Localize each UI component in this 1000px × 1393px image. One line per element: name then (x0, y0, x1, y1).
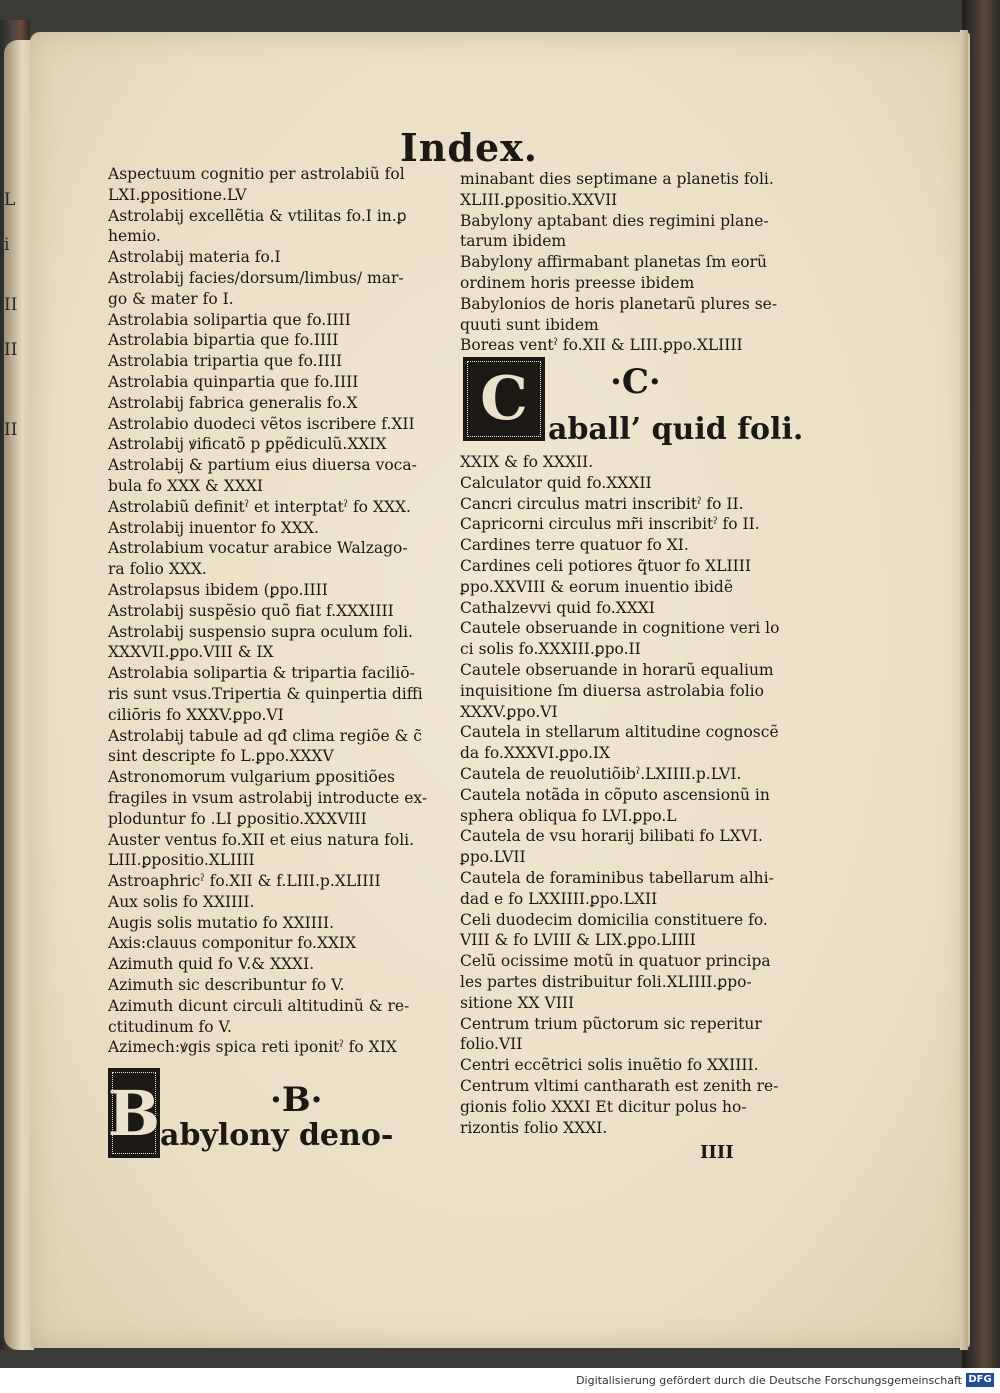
index-entry-line: Cautele obseruande in horarũ equalium (460, 660, 774, 679)
index-entry-line: minabant dies septimane a planetis foli. (460, 170, 774, 188)
index-entry-line: Capricorni circulus mr̃i inscribitˀ fo II. (460, 515, 760, 534)
index-entry-line: Babylony affirmabant planetas ſm eorũ (460, 253, 768, 272)
index-entry-line: ra folio XXX. (108, 560, 207, 579)
index-entry-line: Augis solis mutatio fo XXIIII. (108, 913, 335, 932)
index-entry-line: Astrolabia solipartia que fo.IIII (108, 310, 351, 329)
index-entry-line: rizontis folio XXXI. (460, 1118, 608, 1137)
index-entry-line: sint descripte fo L.ꝑpo.XXXV (108, 747, 334, 766)
index-entry-line: Azimuth sic describuntur fo V. (108, 976, 345, 995)
index-entry-line: ꝑpo.LVII (460, 848, 526, 867)
index-entry-line: Cardines celi potiores q̃tuor fo XLIIII (460, 556, 751, 575)
index-entry-line: Cathalzevvi quid fo.XXXI (460, 598, 655, 617)
index-entry-line: Cardines terre quatuor fo XI. (460, 536, 689, 555)
index-entry-line: Aspectuum cognitio per astrolabiũ fol (108, 165, 405, 183)
index-entry-line: Celi duodecim domicilia constituere fo. (460, 910, 768, 929)
index-entry-line: quuti sunt ibidem (460, 315, 599, 334)
index-entry-line: Astrolabij suspẽsio quõ fiat f.XXXIIII (108, 601, 394, 620)
index-entry-line: inquisitione ſm diuersa astrolabia folio (460, 681, 764, 700)
index-entry-line: Axis:clauus componitur fo.XXIX (108, 934, 357, 953)
index-entry-line: LIII.ꝑpositio.XLIIII (108, 851, 255, 870)
index-entry-line: bula fo XXX & XXXI (108, 476, 264, 495)
margin-glyph: L (4, 190, 16, 210)
margin-glyph: II (4, 295, 18, 315)
index-entry-line: les partes distribuitur foli.XLIIII.ꝑpo- (460, 972, 752, 991)
margin-glyph: II (4, 340, 18, 360)
index-entry-line: Cautela notãda in cõputo ascensionũ in (460, 785, 770, 804)
index-entry-line: dad e fo LXXIIII.ꝑpo.LXII (460, 889, 658, 908)
index-entry-line: Astrolabia quinpartia que fo.IIII (108, 372, 359, 391)
page-number: IIII (700, 1142, 734, 1163)
index-entry-line: Astrolabium vocatur arabice Walzago- (108, 539, 408, 558)
index-entry-line: tarum ibidem (460, 232, 567, 251)
index-entry-line: Astrolabio duodeci vẽtos iscribere f.XII (108, 414, 415, 433)
index-entry-line: hemio. (108, 227, 161, 246)
index-entry-line: Babylony aptabant dies regimini plane- (460, 211, 769, 230)
index-entry-line: Azimuth quid fo V.& XXXI. (108, 955, 315, 974)
index-entry-line: Centrum trium pũctorum sic reperitur (460, 1014, 762, 1033)
index-entry-line: XXXV.ꝑpo.VI (460, 702, 558, 721)
footer-bar (0, 1368, 1000, 1393)
index-entry-line: Azimech:ꝟgis spica reti iponitˀ fo XIX (108, 1038, 397, 1057)
index-entry-line: sphera obliqua fo LVI.ꝑpo.L (460, 806, 677, 825)
index-entry-line: Calculator quid fo.XXXII (460, 473, 652, 492)
index-entry-line: ci solis fo.XXXIII.ꝑpo.II (460, 640, 641, 659)
index-entry-line: sitione XX VIII (460, 993, 575, 1012)
index-entry-line: folio.VII (460, 1035, 523, 1054)
index-entry-line: ctitudinum fo V. (108, 1017, 232, 1036)
section-letter-b: ·B· (270, 1080, 323, 1120)
index-entry-line: Astrolabij materia fo.I (108, 248, 281, 267)
index-entry-line: LXI.ꝑpositione.LV (108, 185, 247, 204)
index-entry-line: Astrolabia solipartia & tripartia faciliō- (108, 664, 415, 683)
index-entry-line: Cautela in stellarum altitudine cognoscẽ (460, 723, 779, 742)
index-entry-line: VIII & fo LVIII & LIX.ꝑpo.LIIII (460, 931, 696, 950)
index-entry-line: ploduntur fo .LI ꝑpositio.XXXVIII (108, 809, 367, 828)
index-entry-line: Centri eccẽtrici solis inuẽtio fo XXIIII. (460, 1056, 759, 1075)
page-stack-edge (960, 30, 968, 1350)
index-column-left (108, 164, 438, 1058)
index-entry-line: XXXVII.ꝑpo.VIII & IX (108, 643, 274, 662)
index-entry-line: Astrolabia bipartia que fo.IIII (108, 331, 339, 350)
index-entry-line: Cautela de reuolutiõibˀ.LXIIII.p.LVI. (460, 764, 742, 783)
index-entry-line: XLIII.ꝑpositio.XXVII (460, 190, 618, 209)
index-entry-line: Astrolabij ꝟificatõ p ꝑpẽdiculũ.XXIX (108, 435, 387, 454)
index-entry-line: Astronomorum vulgarium ꝑpositiões (108, 768, 395, 787)
section-letter-c: ·C· (610, 362, 661, 402)
index-entry-line: Cautele obseruande in cognitione veri lo (460, 619, 780, 638)
index-column-right-bottom (460, 452, 790, 1138)
index-entry-line: Astrolabij tabule ad qđ clima regiõe & c̃ (108, 726, 422, 745)
dropcap-b: B (108, 1068, 160, 1158)
index-entry-line: ris sunt vsus.Tripertia & quinpertia diffi (108, 684, 423, 703)
dropcap-c: C (463, 357, 545, 441)
index-entry-line: Astrolapsus ibidem (ꝑpo.IIII (108, 580, 328, 599)
index-entry-line: Boreas ventˀ fo.XII & LIII.ꝑpo.XLIIII (460, 336, 743, 355)
margin-glyph: i (4, 235, 10, 255)
index-entry-line: Astrolabij inuentor fo XXX. (108, 518, 319, 537)
index-entry-line: Auster ventus fo.XII et eius natura foli. (108, 830, 415, 849)
index-entry-line: Astroaphricˀ fo.XII & f.LIII.p.XLIIII (108, 872, 381, 891)
index-entry-line: ciliōris fo XXXV.ꝑpo.VI (108, 705, 284, 724)
index-entry-line: ꝑpo.XXVIII & eorum inuentio ibidẽ (460, 577, 734, 596)
index-entry-line: Cancri circulus matri inscribitˀ fo II. (460, 494, 744, 513)
section-heading-c: aball’ quid foli. (548, 412, 804, 447)
dfg-logo: DFG (966, 1373, 994, 1387)
index-entry-line: gionis folio XXXI Et dicitur polus ho- (460, 1097, 747, 1116)
index-entry-line: Cautela de vsu horarij bilibati fo LXVI. (460, 827, 763, 846)
section-heading-b: abylony deno- (160, 1118, 394, 1153)
index-entry-line: Astrolabiũ definitˀ et interptatˀ fo XXX. (108, 497, 411, 516)
index-entry-line: Astrolabia tripartia que fo.IIII (108, 352, 343, 371)
index-entry-line: da fo.XXXVI.ꝑpo.IX (460, 744, 611, 763)
funding-notice: Digitalisierung gefördert durch die Deutsche Forschungsgemeinschaft (576, 1374, 962, 1387)
index-entry-line: Astrolabij facies/dorsum/limbus/ mar- (108, 268, 404, 287)
index-entry-line: go & mater fo I. (108, 289, 234, 308)
page-header: Index. (400, 125, 539, 170)
index-entry-line: ordinem horis preesse ibidem (460, 273, 695, 292)
index-entry-line: Astrolabij fabrica generalis fo.X (108, 393, 358, 412)
index-entry-line: Astrolabij excellẽtia & vtilitas fo.I in.ꝑ (108, 206, 407, 225)
index-column-right-top (460, 169, 790, 356)
index-entry-line: Aux solis fo XXIIII. (108, 892, 255, 911)
index-entry-line: Astrolabij suspensio supra oculum foli. (108, 622, 413, 641)
index-entry-line: Azimuth dicunt circuli altitudinũ & re- (108, 996, 410, 1015)
margin-glyph: II (4, 420, 18, 440)
index-entry-line: Cautela de foraminibus tabellarum alhi- (460, 868, 774, 887)
index-entry-line: XXIX & fo XXXII. (460, 453, 594, 471)
index-entry-line: Celũ ocissime motũ in quatuor principa (460, 952, 771, 971)
index-entry-line: Centrum vltimi cantharath est zenith re- (460, 1076, 779, 1095)
index-entry-line: Babylonios de horis planetarũ plures se- (460, 294, 778, 313)
index-entry-line: fragiles in vsum astrolabij introducte ex- (108, 788, 428, 807)
index-entry-line: Astrolabij & partium eius diuersa voca- (108, 456, 417, 475)
